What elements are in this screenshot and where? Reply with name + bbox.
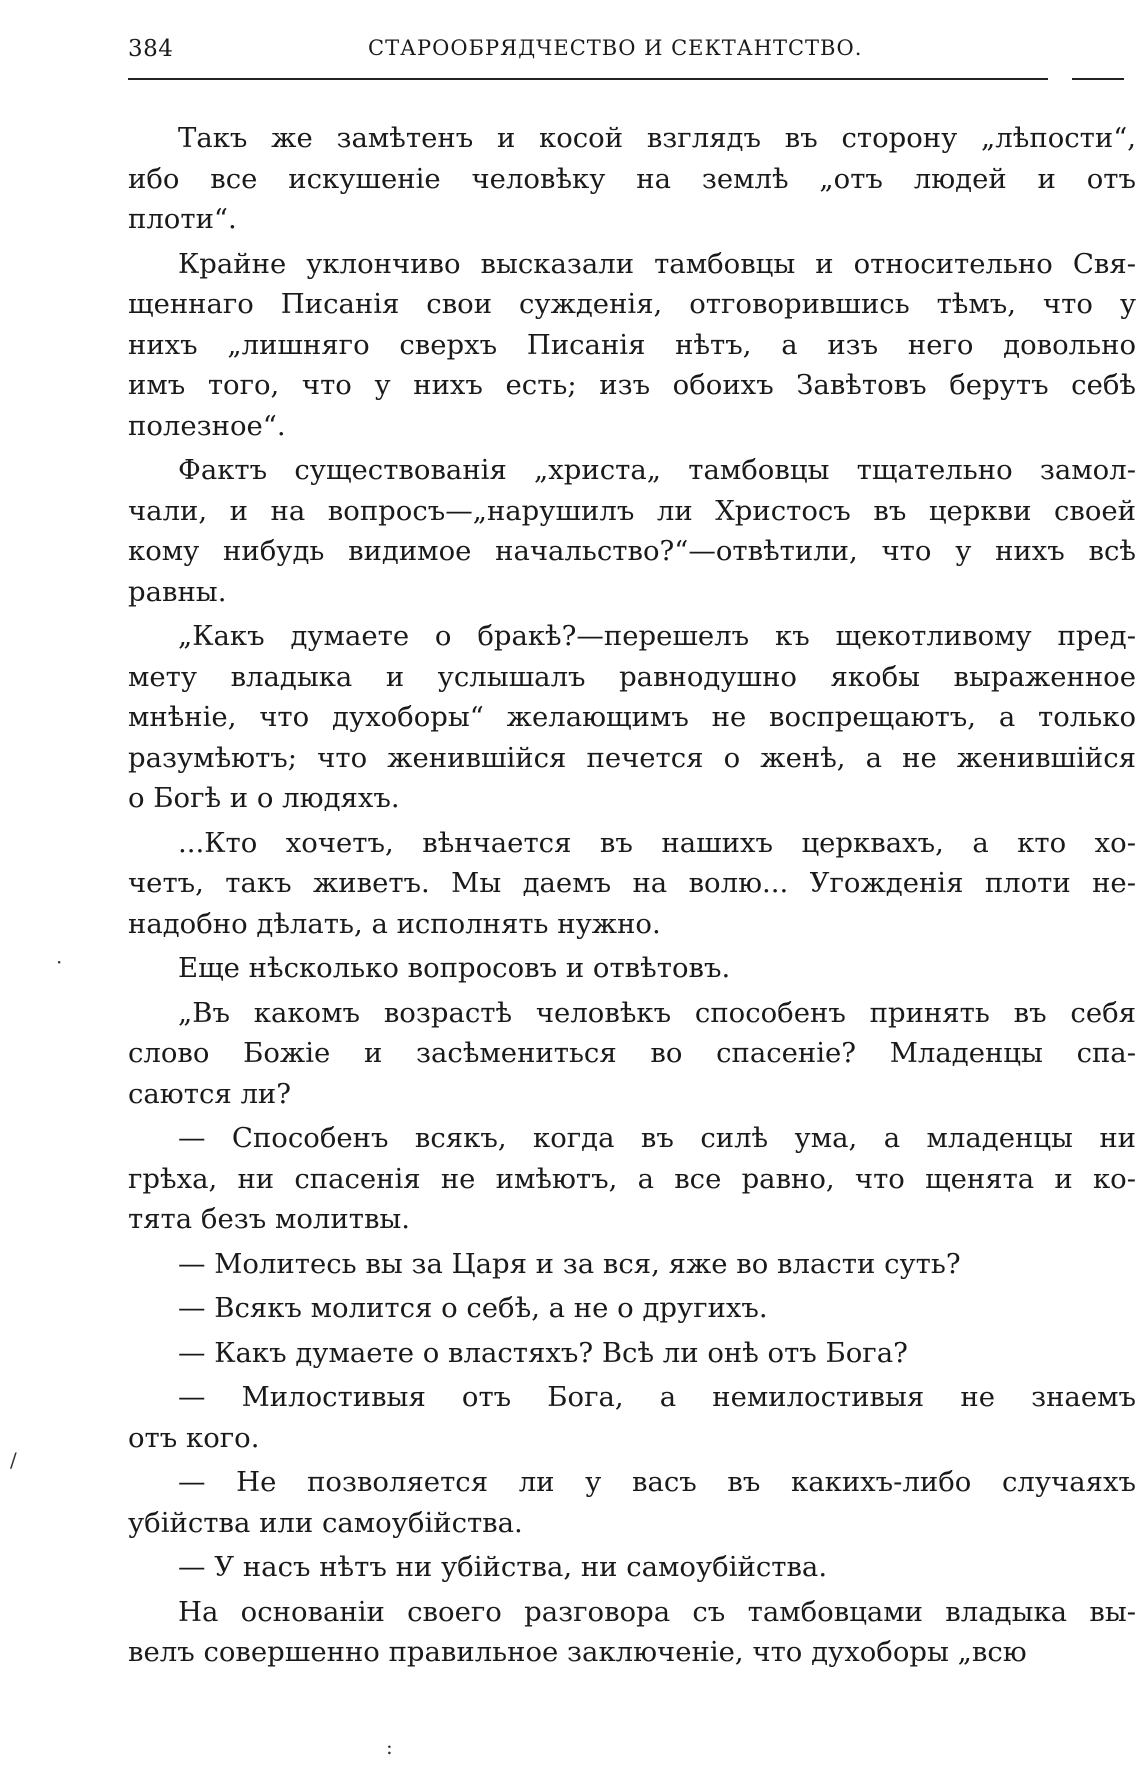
text-line: — Какъ думаете о властяхъ? Всѣ ли онѣ отъ Бога? bbox=[178, 1336, 908, 1369]
paragraph bbox=[128, 1462, 1136, 1543]
text-line: плоти“. bbox=[128, 203, 237, 235]
text-line: тята безъ молитвы. bbox=[128, 1203, 411, 1235]
paragraph bbox=[128, 244, 1136, 447]
paragraph bbox=[128, 450, 1136, 612]
margin-speck: · bbox=[56, 950, 63, 974]
text-line: Крайне уклончиво высказали тамбовцы и относительно Свя- bbox=[178, 247, 1136, 280]
text-line: — У насъ нѣтъ ни убійства, ни самоубійства. bbox=[178, 1551, 828, 1583]
text-line: — Способенъ всякъ, когда въ силѣ ума, а младенцы ни bbox=[178, 1122, 1136, 1154]
text-line: нихъ „лишняго сверхъ Писанія нѣтъ, а изъ него довольно bbox=[128, 328, 1136, 361]
text-line: „Въ какомъ возрастѣ человѣкъ способенъ принять въ себя bbox=[178, 996, 1136, 1029]
text-line: велъ совершенно правильное заключеніе, что духоборы „всю bbox=[128, 1636, 1027, 1668]
text-line: кому нибудь видимое начальство?“—отвѣтили, что у нихъ всѣ bbox=[128, 535, 1136, 567]
paragraph bbox=[128, 1244, 1136, 1285]
text-line: Еще нѣсколько вопросовъ и отвѣтовъ. bbox=[178, 952, 731, 984]
text-line: — Милостивыя отъ Бога, а немилостивыя не знаемъ bbox=[178, 1381, 1136, 1413]
margin-speck: : bbox=[386, 1735, 393, 1759]
text-line: четъ, такъ живетъ. Мы даемъ на волю... Угожденія плоти не- bbox=[128, 867, 1136, 899]
text-line: „Какъ думаете о бракѣ?—перешелъ къ щекотливому пред- bbox=[178, 620, 1136, 652]
header-rule bbox=[128, 78, 1048, 80]
text-line: разумѣютъ; что женившійся печется о женѣ, а не женившійся bbox=[128, 741, 1136, 774]
text-line: саются ли? bbox=[128, 1077, 291, 1110]
paragraph bbox=[128, 1547, 1136, 1588]
header-rule-tail bbox=[1072, 78, 1124, 80]
page-number: 384 bbox=[128, 36, 174, 62]
text-line: Фактъ существованія „христа„ тамбовцы тщательно замол- bbox=[178, 454, 1136, 486]
paragraph bbox=[128, 1377, 1136, 1458]
text-line: равны. bbox=[128, 575, 227, 608]
text-line: убійства или самоубійства. bbox=[128, 1506, 523, 1539]
paragraph bbox=[128, 993, 1136, 1115]
page-header bbox=[128, 30, 1128, 74]
text-line: На основаніи своего разговора съ тамбовцами владыка вы- bbox=[178, 1595, 1136, 1628]
text-line: мнѣніе, что духоборы“ желающимъ не воспрещаютъ, а только bbox=[128, 701, 1136, 733]
text-line: имъ того, что у нихъ есть; изъ обоихъ Завѣтовъ берутъ себѣ bbox=[128, 369, 1136, 401]
text-line: о Богѣ и о людяхъ. bbox=[128, 782, 400, 814]
paragraph bbox=[128, 1333, 1136, 1374]
paragraph bbox=[128, 1288, 1136, 1329]
text-line: — Не позволяется ли у васъ въ какихъ-либо случаяхъ bbox=[178, 1466, 1136, 1498]
text-line: надобно дѣлать, а исполнять нужно. bbox=[128, 907, 661, 940]
margin-speck: / bbox=[10, 1448, 17, 1472]
paragraph bbox=[128, 616, 1136, 819]
paragraph bbox=[128, 118, 1136, 240]
text-line: мету владыка и услышалъ равнодушно якобы выраженное bbox=[128, 660, 1136, 693]
text-line: ...Кто хочетъ, вѣнчается въ нашихъ церквахъ, а кто хо- bbox=[178, 826, 1136, 859]
body-text bbox=[128, 118, 1136, 1677]
text-line: отъ кого. bbox=[128, 1421, 260, 1454]
paragraph bbox=[128, 948, 1136, 989]
paragraph bbox=[128, 823, 1136, 945]
text-line: слово Божіе и засѣмениться во спасеніе? Младенцы спа- bbox=[128, 1037, 1136, 1069]
text-line: чали, и на вопросъ—„нарушилъ ли Христосъ въ церкви своей bbox=[128, 494, 1136, 527]
paragraph bbox=[128, 1592, 1136, 1673]
paragraph bbox=[128, 1118, 1136, 1240]
text-line: — Молитесь вы за Царя и за вся, яже во власти суть? bbox=[178, 1247, 961, 1280]
text-line: ибо все искушеніе человѣку на землѣ „отъ людей и отъ bbox=[128, 162, 1136, 195]
running-title: СТАРООБРЯДЧЕСТВО И СЕКТАНТСТВО. bbox=[368, 36, 863, 60]
text-line: — Всякъ молится о себѣ, а не о другихъ. bbox=[178, 1292, 768, 1324]
text-line: полезное“. bbox=[128, 409, 286, 442]
text-line: Такъ же замѣтенъ и косой взглядъ въ сторону „лѣпости“, bbox=[178, 122, 1136, 154]
text-line: щеннаго Писанія свои сужденія, отговорившись тѣмъ, что у bbox=[128, 288, 1136, 320]
text-line: грѣха, ни спасенія не имѣютъ, а все равно, что щенята и ко- bbox=[128, 1162, 1136, 1195]
